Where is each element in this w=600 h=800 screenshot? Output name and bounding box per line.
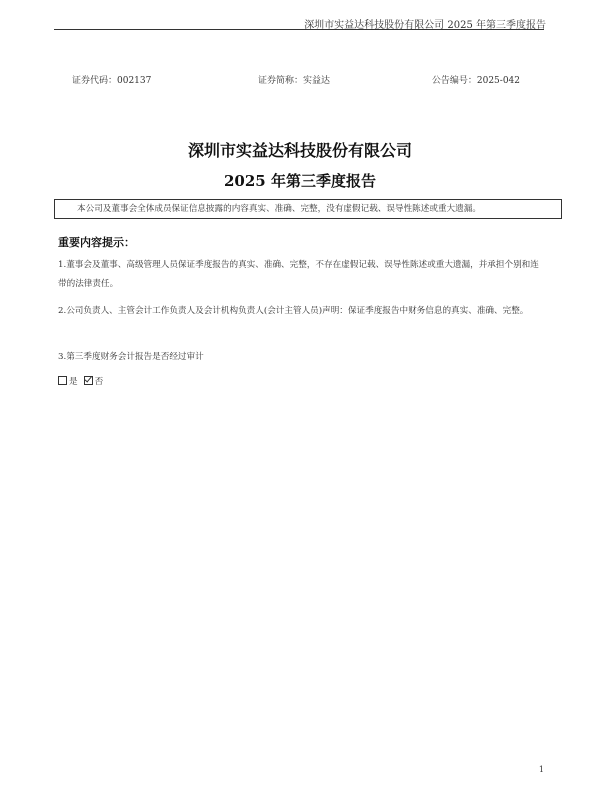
audit-no-label: 否 — [94, 377, 104, 387]
disclosure-statement-box: 本公司及董事会全体成员保证信息披露的内容真实、准确、完整，没有虚假记载、误导性陈述或重大遗漏。 — [54, 199, 562, 219]
announcement-number: 公告编号：2025-042 — [431, 76, 520, 86]
page-number: 1 — [538, 765, 544, 774]
header-divider — [54, 29, 544, 30]
report-title: 2025 年第三季度报告 — [224, 172, 376, 190]
meta-row — [72, 73, 520, 87]
audit-yes-label: 是 — [69, 377, 78, 387]
important-notice-heading: 重要内容提示： — [58, 236, 135, 249]
audit-yes-checkbox[interactable] — [58, 376, 67, 385]
notice-item-2: 2.公司负责人、主管会计工作负责人及会计机构负责人(会计主管人员)声明：保证季度报告中财务信息的真实、准确、完整。 — [58, 306, 529, 316]
notice-item-3: 3.第三季度财务会计报告是否经过审计 — [58, 352, 204, 362]
running-header: 深圳市实益达科技股份有限公司 2025 年第三季度报告 — [304, 20, 546, 31]
audit-option-row — [58, 374, 109, 390]
company-name: 深圳市实益达科技股份有限公司 — [187, 141, 412, 160]
audit-no-checkbox[interactable] — [84, 376, 93, 385]
stock-abbreviation: 证券简称：实益达 — [258, 76, 331, 86]
stock-code: 证券代码：002137 — [72, 76, 152, 86]
notice-item-1: 1.董事会及董事、高级管理人员保证季度报告的真实、准确、完整，不存在虚假记载、误导性陈述或重大遗漏，并承担个别和连带的法律责任。 — [58, 260, 539, 289]
